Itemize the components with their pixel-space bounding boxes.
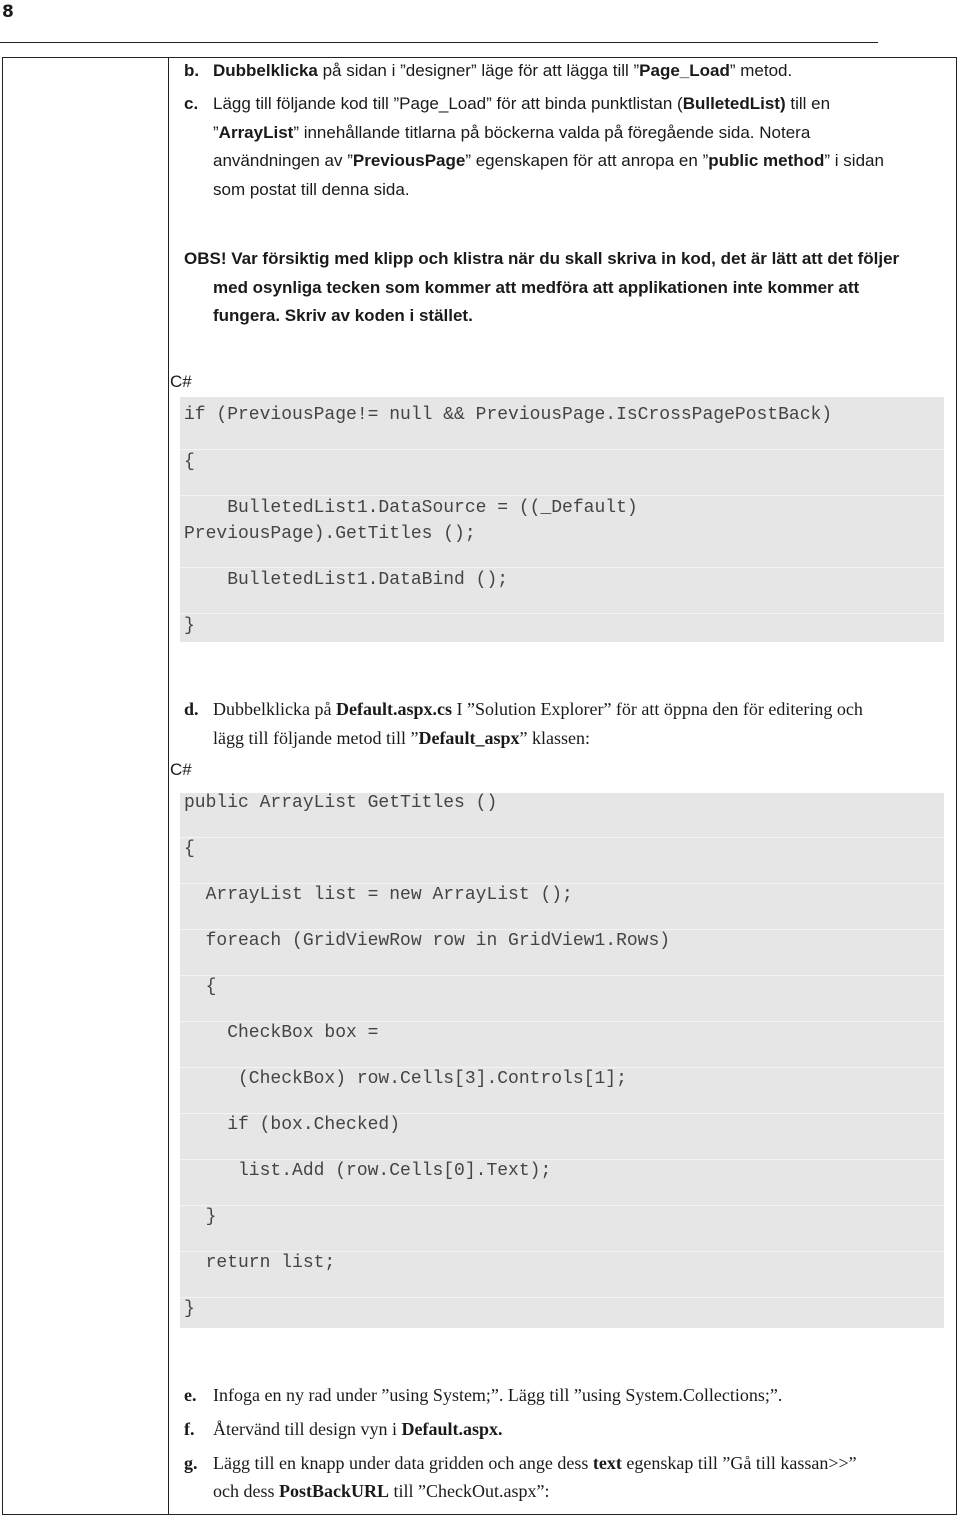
code-line: BulletedList1.DataSource = ((_Default) xyxy=(184,498,638,518)
code-line: ArrayList list = new ArrayList (); xyxy=(184,885,573,905)
code-line-separator xyxy=(180,929,944,930)
step-g-label: g. xyxy=(184,1453,198,1473)
bold-text: Default_aspx xyxy=(418,728,520,748)
code-line-separator xyxy=(180,975,944,976)
warning-line: OBS! Var försiktig med klipp och klistra när du skall skriva in kod, det är lätt att det följer xyxy=(184,249,900,268)
frame-column-divider xyxy=(168,57,169,1515)
step-d-line xyxy=(213,724,943,753)
text-run: användningen av ” xyxy=(213,151,353,170)
step-e-text xyxy=(213,1381,782,1409)
bold-text: Default.aspx.cs xyxy=(335,699,452,719)
text-run: på sidan i ”designer” läge för att lägga till ” xyxy=(317,61,640,80)
text-run: Infoga en ny rad under ”using System;”. Lägg till ”using System.Collections;”. xyxy=(213,1385,783,1405)
text-run: Dubbelklicka på xyxy=(213,699,336,719)
code-line-separator xyxy=(180,449,944,450)
code-line: return list; xyxy=(184,1253,336,1273)
step-f-label: f. xyxy=(184,1419,195,1439)
code-line: PreviousPage).GetTitles (); xyxy=(184,524,476,544)
code-line-separator xyxy=(180,1251,944,1252)
warning-note xyxy=(184,245,924,331)
code-line: { xyxy=(184,839,195,859)
code-line: foreach (GridViewRow row in GridView1.Rows) xyxy=(184,931,671,951)
bold-text: Default.aspx. xyxy=(401,1419,503,1439)
text-run: ” egenskapen för att anropa en ” xyxy=(465,151,709,170)
text-run: Lägg till en knapp under data gridden och ange dess xyxy=(213,1453,593,1473)
bold-text: PreviousPage xyxy=(352,151,466,170)
code-block-get-titles xyxy=(180,793,944,1328)
step-c-line xyxy=(213,119,943,148)
bold-text: BulletedList) xyxy=(682,94,786,113)
code-block-page-load xyxy=(180,397,944,642)
warning-line: fungera. Skriv av koden i stället. xyxy=(213,306,473,325)
step-d-line xyxy=(213,695,943,724)
warning-line: med osynliga tecken som kommer att medföra att applikationen inte kommer att xyxy=(213,277,860,297)
text-run: till en xyxy=(785,94,831,113)
step-g-text xyxy=(213,1449,857,1505)
code-line: (CheckBox) row.Cells[3].Controls[1]; xyxy=(184,1069,627,1089)
code-language-label: C# xyxy=(170,760,192,779)
step-c-text xyxy=(213,90,943,204)
bold-text: ArrayList xyxy=(218,122,294,142)
code-line: if (box.Checked) xyxy=(184,1115,401,1135)
code-line-separator xyxy=(180,1113,944,1114)
text-run: Återvänd till design vyn i xyxy=(213,1419,402,1439)
code-line-separator xyxy=(180,1021,944,1022)
text-run: och dess xyxy=(213,1481,279,1501)
code-language-label: C# xyxy=(170,372,192,391)
text-run: ” i sidan xyxy=(824,151,884,170)
step-e-label: e. xyxy=(184,1385,197,1405)
code-line: } xyxy=(184,1299,195,1319)
text-run: Lägg till följande kod till ”Page_Load” för att binda punktlistan ( xyxy=(213,94,683,113)
code-line: BulletedList1.DataBind (); xyxy=(184,570,509,590)
text-run: ” xyxy=(213,122,219,142)
code-line: } xyxy=(184,616,195,636)
step-f-text xyxy=(213,1415,503,1443)
bold-text: PostBackURL xyxy=(279,1481,390,1501)
text-run: som postat till denna sida. xyxy=(213,179,410,199)
step-g-line xyxy=(213,1449,857,1477)
bold-text: text xyxy=(592,1453,622,1473)
code-line: if (PreviousPage!= null && PreviousPage.IsCrossPagePostBack) xyxy=(184,405,833,425)
code-line-separator xyxy=(180,1205,944,1206)
step-d-text xyxy=(213,695,943,753)
code-line-separator xyxy=(180,1067,944,1068)
step-c-line xyxy=(213,90,943,119)
code-line-separator xyxy=(180,837,944,838)
code-line-separator xyxy=(180,1297,944,1298)
step-c-line xyxy=(213,176,943,205)
step-g-line xyxy=(213,1477,857,1505)
step-b-text xyxy=(213,57,943,86)
bold-text: public method xyxy=(708,151,825,170)
bold-text: Dubbelklicka xyxy=(213,61,318,80)
header-rule xyxy=(0,42,878,43)
code-line: { xyxy=(184,452,195,472)
bold-text: Page_Load xyxy=(639,61,730,80)
code-line-separator xyxy=(180,1159,944,1160)
text-run: lägg till följande metod till ” xyxy=(213,728,419,748)
text-run: ” metod. xyxy=(729,61,793,80)
text-run: till ”CheckOut.aspx”: xyxy=(389,1481,550,1501)
step-c-label: c. xyxy=(184,94,199,113)
step-c-line xyxy=(213,147,943,176)
step-d-label: d. xyxy=(184,699,199,719)
text-run: ” innehållande titlarna på böckerna valda på föregående sida. Notera xyxy=(293,122,811,142)
code-line: } xyxy=(184,1207,217,1227)
text-run: I ”Solution Explorer” för att öppna den för editering och xyxy=(451,699,863,719)
text-run: ” klassen: xyxy=(519,728,590,748)
code-line: CheckBox box = xyxy=(184,1023,379,1043)
step-b-label: b. xyxy=(184,61,200,80)
code-line: { xyxy=(184,977,217,997)
page-number: 8 xyxy=(2,2,14,22)
code-line-separator xyxy=(180,567,944,568)
code-line-separator xyxy=(180,613,944,614)
code-line-separator xyxy=(180,883,944,884)
text-run: egenskap till ”Gå till kassan>>” xyxy=(621,1453,857,1473)
code-line-separator xyxy=(180,495,944,496)
code-line: list.Add (row.Cells[0].Text); xyxy=(184,1161,552,1181)
code-line: public ArrayList GetTitles () xyxy=(184,793,498,813)
